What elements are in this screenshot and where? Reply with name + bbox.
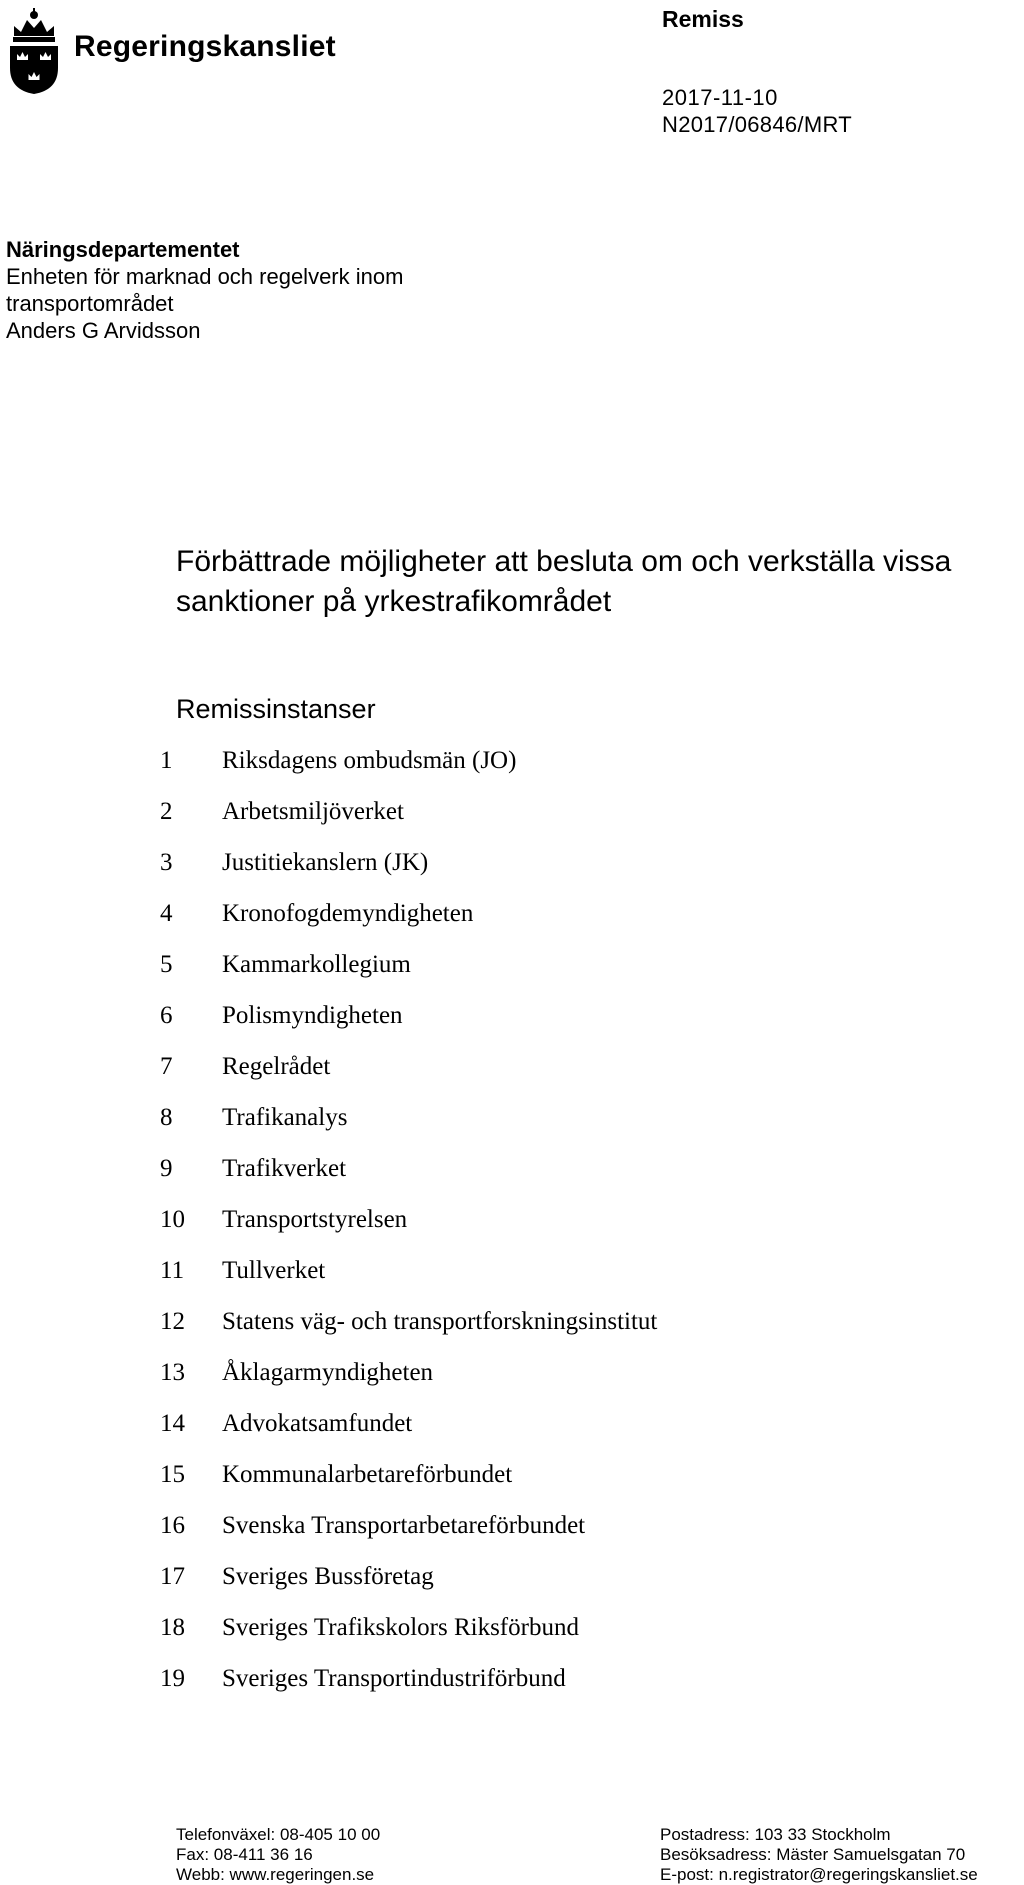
list-item [160,837,657,888]
footer-fax: Fax: 08-411 36 16 [176,1845,313,1864]
list-item-name: Trafikanalys [222,1104,348,1131]
footer-visiting-address: Besöksadress: Mäster Samuelsgatan 70 [660,1845,966,1864]
list-item-name: Kammarkollegium [222,951,411,978]
list-item [160,786,657,837]
document-title-line1: Förbättrade möjligheter att besluta om och verkställa vissa [176,545,952,578]
list-item-name: Statens väg- och transportforskningsinstitut [222,1308,658,1335]
list-item-name: Justitiekanslern (JK) [222,849,429,876]
list-item-number: 3 [160,849,173,876]
list-item-name: Åklagarmyndigheten [222,1359,434,1386]
list-item-number: 16 [160,1512,185,1539]
list-item [160,1449,657,1500]
list-item-name: Riksdagens ombudsmän (JO) [222,747,517,774]
list-item-name: Sveriges Bussföretag [222,1563,434,1590]
sender-unit-line2: transportområdet [6,291,174,316]
list-item [160,1041,657,1092]
list-item-number: 10 [160,1206,185,1233]
list-item [160,1296,657,1347]
footer-web-link[interactable]: Webb: www.regeringen.se [176,1865,375,1884]
list-item [160,888,657,939]
sender-block [6,236,403,344]
list-item-name: Regelrådet [222,1053,331,1080]
footer-email-link[interactable]: E-post: n.registrator@regeringskansliet.se [660,1865,978,1884]
list-item [160,735,657,786]
document-title-line2: sanktioner på yrkestrafikområdet [176,585,612,618]
sender-unit-line1: Enheten för marknad och regelverk inom [6,264,404,289]
list-item [160,1551,657,1602]
recipient-list [160,735,657,1704]
list-item [160,1194,657,1245]
document-title [176,542,996,622]
list-item-name: Svenska Transportarbetareförbundet [222,1512,586,1539]
list-item-number: 17 [160,1563,185,1590]
list-item [160,939,657,990]
list-item-name: Kronofogdemyndigheten [222,900,474,927]
list-item-number: 6 [160,1002,173,1029]
list-item [160,1245,657,1296]
sender-department: Näringsdepartementet [6,237,240,262]
list-item-number: 19 [160,1665,185,1692]
list-item-number: 14 [160,1410,185,1437]
list-item-number: 12 [160,1308,185,1335]
list-item-number: 1 [160,747,173,774]
crown-shield-icon [6,6,62,94]
recipients-heading: Remissinstanser [176,694,376,724]
list-item [160,1602,657,1653]
list-item [160,1347,657,1398]
document-type: Remiss [662,6,744,32]
list-item-number: 13 [160,1359,185,1386]
document-date: 2017-11-10 [662,85,778,110]
list-item-name: Kommunalarbetareförbundet [222,1461,513,1488]
list-item [160,1653,657,1704]
list-item-name: Sveriges Transportindustriförbund [222,1665,566,1692]
list-item-number: 8 [160,1104,173,1131]
sender-person: Anders G Arvidsson [6,318,201,343]
list-item-name: Arbetsmiljöverket [222,798,404,825]
list-item-number: 7 [160,1053,173,1080]
footer-phone: Telefonväxel: 08-405 10 00 [176,1825,381,1844]
list-item-number: 18 [160,1614,185,1641]
list-item-name: Advokatsamfundet [222,1410,413,1437]
footer-contact-right [660,1825,978,1885]
list-item-name: Trafikverket [222,1155,347,1182]
list-item-number: 2 [160,798,173,825]
list-item [160,1398,657,1449]
list-item-name: Sveriges Trafikskolors Riksförbund [222,1614,579,1641]
list-item-number: 15 [160,1461,185,1488]
list-item-name: Polismyndigheten [222,1002,403,1029]
list-item [160,1092,657,1143]
list-item [160,1500,657,1551]
list-item-number: 11 [160,1257,185,1284]
organization-name: Regeringskansliet [74,30,336,63]
document-reference: N2017/06846/MRT [662,112,852,137]
list-item [160,990,657,1041]
government-crest-logo [6,6,62,94]
list-item-number: 4 [160,900,173,927]
list-item-name: Tullverket [222,1257,326,1284]
list-item-name: Transportstyrelsen [222,1206,408,1233]
footer-postal-address: Postadress: 103 33 Stockholm [660,1825,891,1844]
footer-contact-left [176,1825,380,1885]
list-item [160,1143,657,1194]
list-item-number: 5 [160,951,173,978]
list-item-number: 9 [160,1155,173,1182]
